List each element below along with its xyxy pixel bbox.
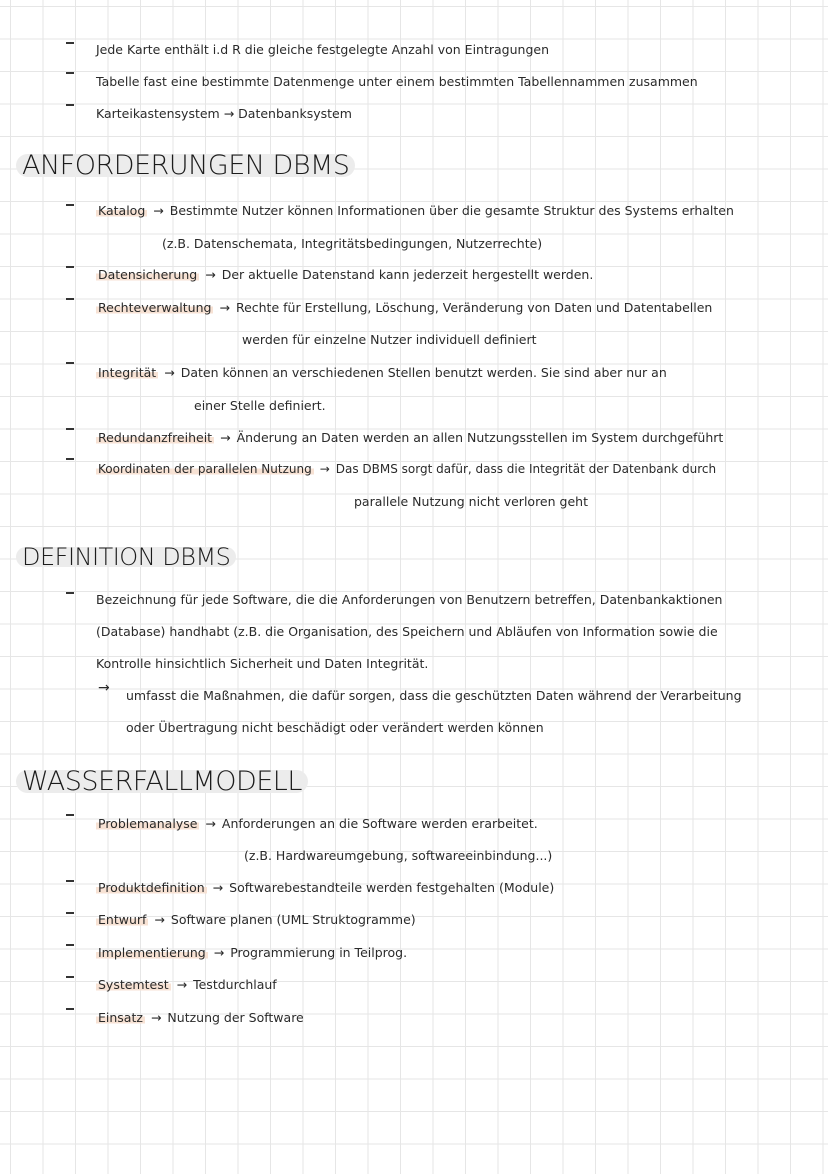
bullet-dash bbox=[66, 814, 74, 816]
wf-item-implementierung bbox=[96, 945, 407, 961]
heading-anforderungen bbox=[22, 150, 349, 181]
wf-item-produktdefinition bbox=[96, 880, 554, 896]
desc: Softwarebestandteile werden festgehalten (Module) bbox=[229, 880, 555, 895]
heading-text: ANFORDERUNGEN DBMS bbox=[22, 150, 350, 181]
desc: Rechte für Erstellung, Löschung, Veränderung von Daten und Datentabellen bbox=[235, 300, 713, 315]
term: Problemanalyse bbox=[98, 816, 198, 831]
def-line-4: umfasst die Maßnahmen, die dafür sorgen, dass die geschützten Daten während der Verarbeitung bbox=[126, 688, 742, 703]
bullet-dash bbox=[66, 428, 74, 430]
term: Systemtest bbox=[98, 977, 169, 992]
bullet-dash bbox=[66, 976, 74, 978]
bullet-dash bbox=[66, 944, 74, 946]
bullet-dash bbox=[66, 458, 74, 460]
desc: Anforderungen an die Software werden erarbeitet. bbox=[221, 816, 538, 831]
bullet-dash bbox=[66, 72, 74, 74]
arrow-icon: → bbox=[213, 945, 225, 960]
term: Rechteverwaltung bbox=[98, 300, 212, 315]
wf-item-problemanalyse-cont: (z.B. Hardwareumgebung, softwareeinbindung...) bbox=[244, 848, 553, 863]
bullet-dash bbox=[66, 266, 74, 268]
bullet-dash bbox=[66, 204, 74, 206]
bullet-dash bbox=[66, 1008, 74, 1010]
anf-item-katalog-cont: (z.B. Datenschemata, Integritätsbedingungen, Nutzerrechte) bbox=[162, 236, 543, 251]
bullet-dash bbox=[66, 362, 74, 364]
term: Entwurf bbox=[98, 912, 147, 927]
arrow-icon: → bbox=[212, 880, 224, 895]
wf-item-problemanalyse bbox=[96, 816, 538, 832]
desc: Software planen (UML Struktogramme) bbox=[170, 912, 416, 927]
heading-text: DEFINITION DBMS bbox=[22, 543, 231, 571]
term: Produktdefinition bbox=[98, 880, 205, 895]
desc: Bestimmte Nutzer können Informationen über die gesamte Struktur des Systems erhalten bbox=[169, 203, 734, 218]
desc: Das DBMS sorgt dafür, dass die Integrität der Datenbank durch bbox=[335, 462, 717, 476]
anf-item-katalog bbox=[96, 203, 734, 219]
anf-item-integritaet-cont: einer Stelle definiert. bbox=[194, 398, 326, 413]
desc: Daten können an verschiedenen Stellen benutzt werden. Sie sind aber nur an bbox=[180, 365, 667, 380]
term: Implementierung bbox=[98, 945, 206, 960]
def-arrow: → bbox=[98, 680, 110, 696]
bullet-dash bbox=[66, 592, 74, 594]
bullet-dash bbox=[66, 104, 74, 106]
bullet-dash bbox=[66, 880, 74, 882]
heading-wasserfall bbox=[22, 766, 302, 797]
anf-item-rechteverwaltung-cont: werden für einzelne Nutzer individuell definiert bbox=[242, 332, 537, 347]
term: Redundanzfreiheit bbox=[98, 430, 213, 445]
intro-line-1: Jede Karte enthält i.d R die gleiche festgelegte Anzahl von Eintragungen bbox=[96, 42, 549, 57]
arrow-icon: → bbox=[319, 462, 330, 476]
arrow-icon: → bbox=[153, 203, 164, 218]
def-line-2: (Database) handhabt (z.B. die Organisation, des Speichern und Abläufen von Information sowie die bbox=[96, 624, 718, 639]
arrow-icon: → bbox=[205, 267, 216, 282]
heading-text: WASSERFALLMODELL bbox=[22, 766, 302, 797]
anf-item-datensicherung bbox=[96, 267, 593, 283]
anf-item-rechteverwaltung bbox=[96, 300, 712, 316]
term: Einsatz bbox=[98, 1010, 143, 1025]
arrow-icon: → bbox=[205, 816, 216, 831]
anf-item-koordinaten-cont: parallele Nutzung nicht verloren geht bbox=[354, 494, 588, 509]
desc: Nutzung der Software bbox=[167, 1010, 304, 1025]
desc: Testdurchlauf bbox=[193, 977, 277, 992]
arrow-icon: → bbox=[164, 365, 175, 380]
anf-item-koordinaten bbox=[96, 461, 716, 477]
desc: Der aktuelle Datenstand kann jederzeit hergestellt werden. bbox=[221, 267, 594, 282]
def-line-5: oder Übertragung nicht beschädigt oder verändert werden können bbox=[126, 720, 544, 735]
bullet-dash bbox=[66, 912, 74, 914]
wf-item-einsatz bbox=[96, 1010, 304, 1026]
desc: Programmierung in Teilprog. bbox=[230, 945, 408, 960]
arrow-icon: → bbox=[219, 300, 230, 315]
term: Katalog bbox=[98, 203, 146, 218]
bullet-dash bbox=[66, 298, 74, 300]
def-line-3: Kontrolle hinsichtlich Sicherheit und Daten Integrität. bbox=[96, 656, 429, 671]
term: Integrität bbox=[98, 365, 157, 380]
arrow-icon: → bbox=[150, 1010, 162, 1025]
heading-definition bbox=[22, 543, 230, 571]
wf-item-systemtest bbox=[96, 977, 277, 993]
def-line-1: Bezeichnung für jede Software, die die Anforderungen von Benutzern betreffen, Datenbankaktionen bbox=[96, 592, 723, 607]
term: Koordinaten der parallelen Nutzung bbox=[98, 462, 312, 476]
intro-line-3: Karteikastensystem → Datenbanksystem bbox=[96, 106, 352, 121]
term: Datensicherung bbox=[98, 267, 198, 282]
bullet-dash bbox=[66, 42, 74, 44]
anf-item-integritaet bbox=[96, 365, 667, 381]
arrow-icon: → bbox=[154, 912, 165, 927]
arrow-icon: → bbox=[220, 430, 231, 445]
anf-item-redundanzfreiheit bbox=[96, 430, 723, 446]
intro-line-2: Tabelle fast eine bestimmte Datenmenge unter einem bestimmten Tabellennammen zusammen bbox=[96, 74, 698, 89]
arrow-icon: → bbox=[176, 977, 188, 992]
wf-item-entwurf bbox=[96, 912, 416, 928]
desc: Änderung an Daten werden an allen Nutzungsstellen im System durchgeführt bbox=[236, 430, 724, 445]
